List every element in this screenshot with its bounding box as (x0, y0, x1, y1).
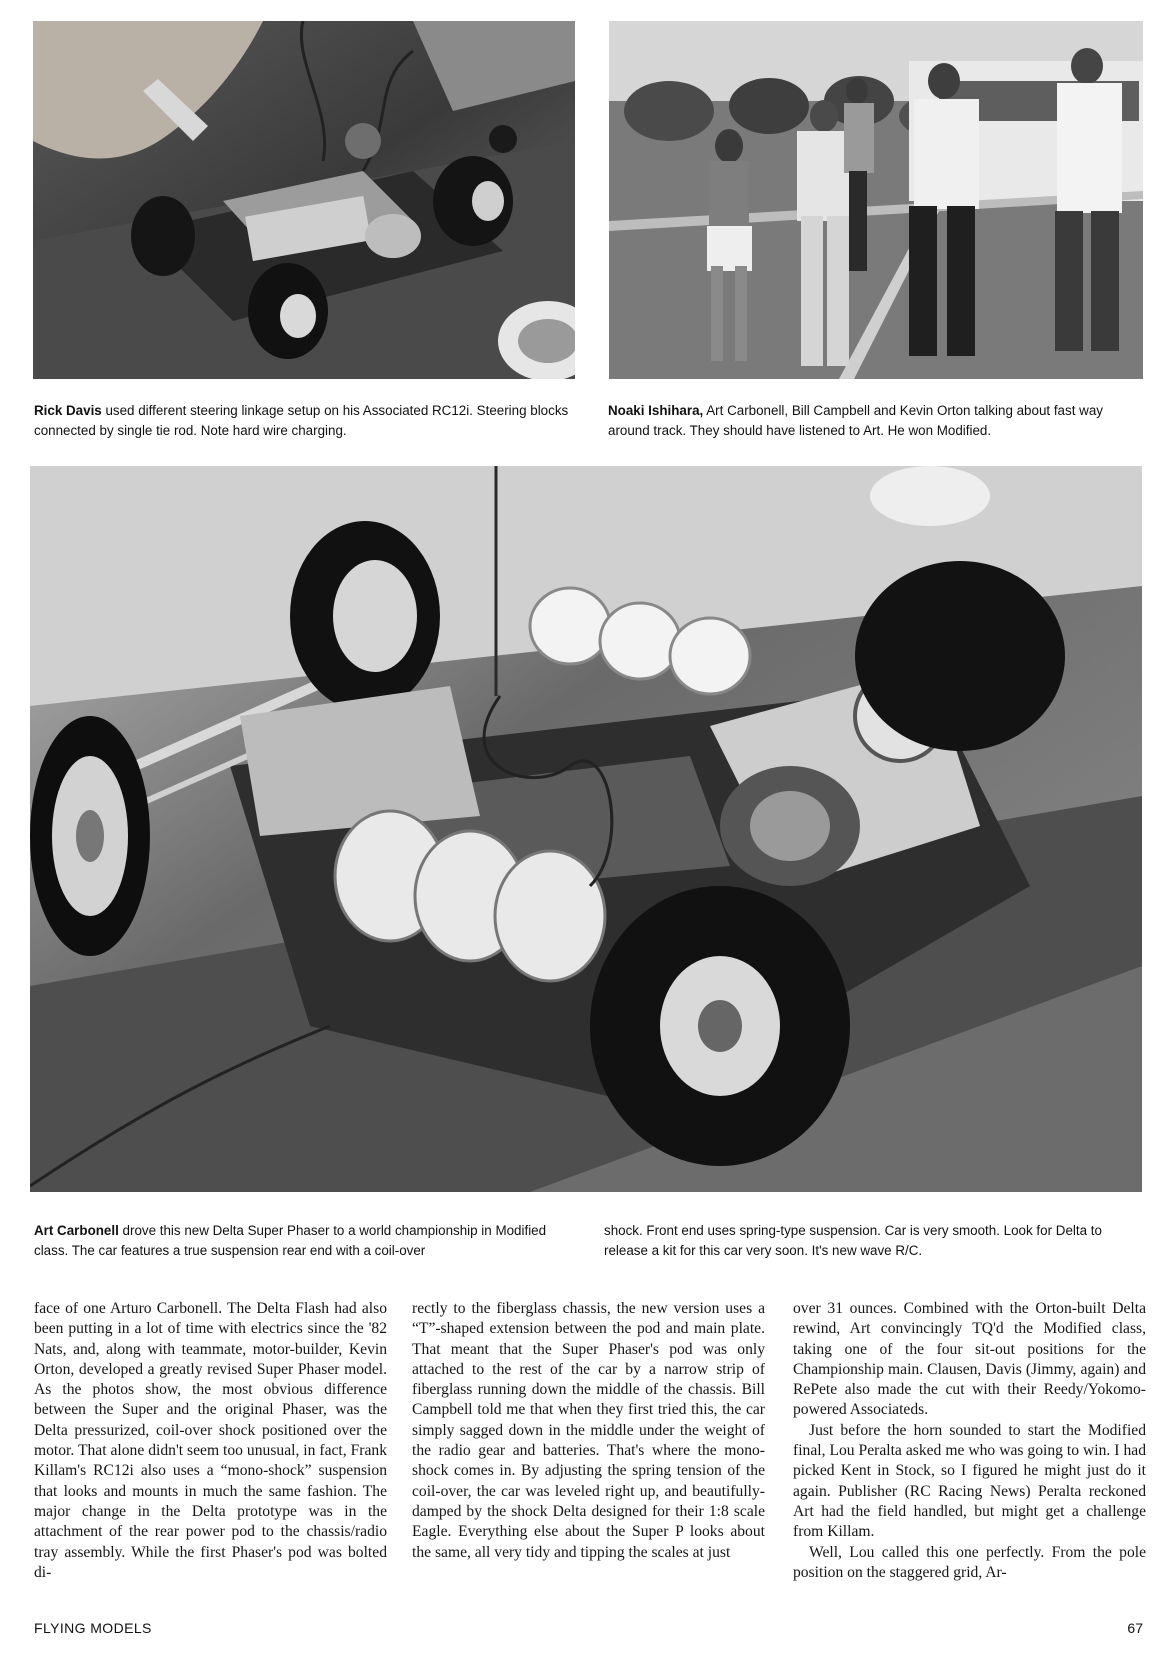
article-column-2 (412, 1299, 765, 1563)
rc-car-chassis-photo (33, 21, 575, 379)
article-column-3 (793, 1299, 1146, 1583)
caption-text: shock. Front end uses spring-type suspension. Car is very smooth. Look for Delta to release a kit for this car very soon. It's new wave R/C. (604, 1223, 1102, 1258)
people-at-track-photo (609, 21, 1143, 379)
caption-top-left (34, 401, 579, 441)
caption-main-left (34, 1221, 579, 1261)
article-paragraph: face of one Arturo Carbonell. The Delta Flash had also been putting in a lot of time with electrics since the '82 Nats, and, along with teammate, motor-builder, Kevin Orton, developed a greatly revised Super Phaser model. As the photos show, the most obvious difference between the Super and the original Phaser, was the Delta pressurized, coil-over shock positioned over the motor. That alone didn't seem too unusual, in fact, Frank Killam's RC12i also uses a “mono-shock” suspension that looks and mounts in much the same fashion. The major change in the Delta prototype was in the attachment of the rear power pod to the chassis/radio tray assembly. While the first Phaser's pod was bolted di- (34, 1300, 387, 1581)
caption-text: Art Carbonell, Bill Campbell and Kevin Orton talking about fast way around track. They should have listened to Art. He won Modified. (608, 403, 1103, 438)
article-paragraph: rectly to the fiberglass chassis, the new version uses a “T”-shaped extension between the pod and main plate. That meant that the Super Phaser's pod was only attached to the rest of the car by a narrow strip of fiberglass running down the middle of the chassis. Bill Campbell told me that when they first tried this, the car simply sagged down in the middle under the weight of the radio gear and batteries. That's where the mono-shock comes in. By adjusting the spring tension of the coil-over, the car was leveled right up, and beautifully-damped by the shock Delta designed for their 1:8 scale Eagle. Everything else about the Super P looks about the same, all very tidy and tipping the scales at just (412, 1300, 765, 1561)
article-paragraph: over 31 ounces. Combined with the Orton-built Delta rewind, Art convincingly TQ'd the Modified class, taking one of the four sit-out positions for the Championship main. Clausen, Davis (Jimmy, again) and RePete also made the cut with their Reedy/Yokomo-powered Associateds. (793, 1300, 1146, 1419)
caption-text: used different steering linkage setup on his Associated RC12i. Steering blocks connected by single tie rod. Note hard wire charging. (34, 403, 569, 438)
page-number: 67 (1127, 1620, 1143, 1636)
magazine-name: FLYING MODELS (34, 1620, 152, 1636)
article-paragraph: Well, Lou called this one perfectly. From the pole position on the staggered grid, Ar- (793, 1543, 1146, 1581)
caption-text: drove this new Delta Super Phaser to a world championship in Modified class. The car features a true suspension rear end with a coil-over (34, 1223, 547, 1258)
article-column-1 (34, 1299, 387, 1583)
caption-top-right (608, 401, 1148, 441)
caption-name: Noaki Ishihara, (608, 403, 704, 418)
caption-main-right (604, 1221, 1144, 1261)
article-paragraph: Just before the horn sounded to start the Modified final, Lou Peralta asked me who was going to win. I had picked Kent in Stock, so I figured he might just do it again. Publisher (RC Racing News) Peralta reckoned Art had the field handled, but might get a challenge from Killam. (793, 1421, 1146, 1541)
caption-name: Rick Davis (34, 403, 102, 418)
delta-super-phaser-photo (30, 466, 1142, 1192)
caption-name: Art Carbonell (34, 1223, 119, 1238)
